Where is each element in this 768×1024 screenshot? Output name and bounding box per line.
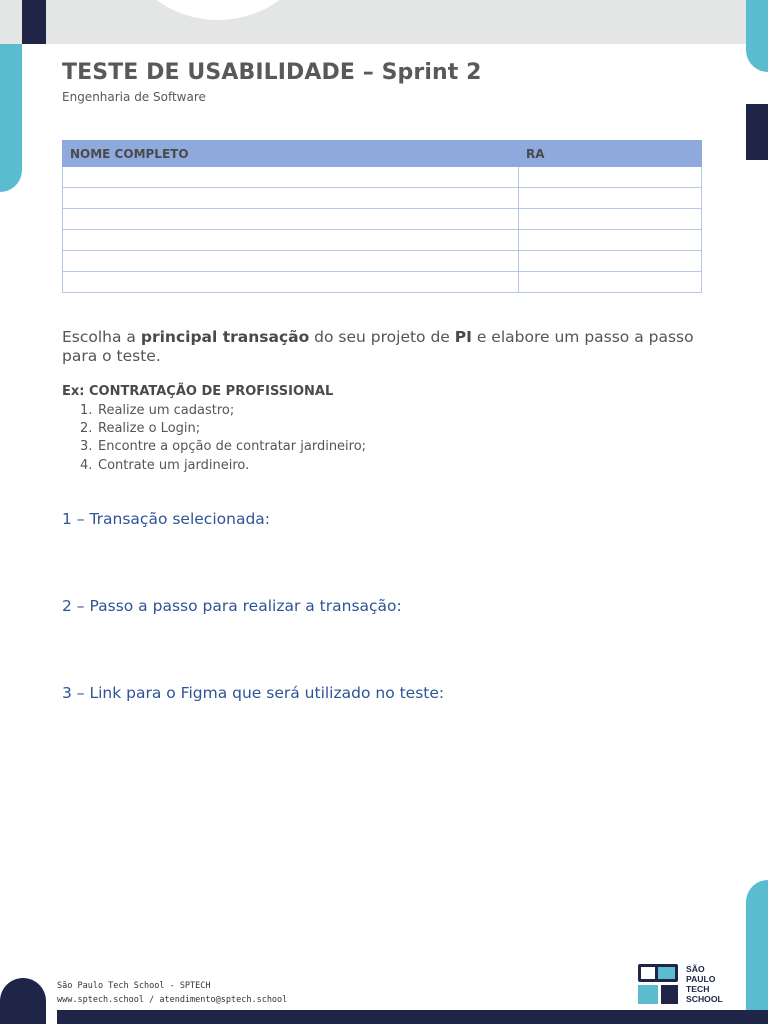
right-navy-tab <box>746 104 768 160</box>
list-item <box>80 420 366 438</box>
step-text: Realize um cadastro; <box>98 403 235 418</box>
footer-contact: www.sptech.school / atendimento@sptech.school <box>57 995 288 1005</box>
ra-cell[interactable] <box>519 209 702 230</box>
step-number: 2. <box>80 421 93 437</box>
ra-cell[interactable] <box>519 230 702 251</box>
student-table <box>62 140 702 293</box>
section-heading-passo-a-passo: 2 – Passo a passo para realizar a transação: <box>62 597 402 615</box>
top-left-navy-bar <box>22 0 46 44</box>
name-cell[interactable] <box>63 167 519 188</box>
step-text: Realize o Login; <box>98 421 201 437</box>
table-header-row <box>63 141 702 167</box>
step-number: 3. <box>80 439 93 455</box>
step-number: 1. <box>80 403 93 418</box>
step-text: Contrate um jardineiro. <box>98 457 250 473</box>
left-teal-arc <box>0 44 22 192</box>
list-item <box>80 438 366 456</box>
instruction-text: Escolha a <box>62 328 141 346</box>
sptech-logo-text <box>686 964 723 1004</box>
footer-school-name: São Paulo Tech School - SPTECH <box>57 981 211 991</box>
instruction-emphasis: principal transação <box>140 328 310 346</box>
logo-line: TECH <box>686 984 710 994</box>
instruction-text: do seu projeto de <box>309 328 455 346</box>
section-heading-transacao: 1 – Transação selecionada: <box>62 510 271 528</box>
column-header-nome: NOME COMPLETO <box>63 141 519 167</box>
header-band <box>0 0 768 44</box>
table-row <box>63 188 702 209</box>
step-text: Encontre a opção de contratar jardineiro; <box>98 439 367 455</box>
instruction-text: e elabore um passo a passo para o teste. <box>62 328 694 365</box>
instruction-paragraph <box>62 328 712 366</box>
section-heading-figma-link: 3 – Link para o Figma que será utilizado no teste: <box>62 684 445 702</box>
table-row <box>63 251 702 272</box>
column-header-ra: RA <box>519 141 702 167</box>
ra-cell[interactable] <box>519 188 702 209</box>
bottom-right-teal-arc <box>746 880 768 1024</box>
table-row <box>63 167 702 188</box>
example-heading: Ex: CONTRATAÇÃO DE PROFISSIONAL <box>62 384 334 399</box>
logo-line: PAULO <box>686 974 716 984</box>
table-row <box>63 272 702 293</box>
logo-line: SÃO <box>686 964 705 974</box>
name-cell[interactable] <box>63 188 519 209</box>
ra-cell[interactable] <box>519 167 702 188</box>
table-row <box>63 230 702 251</box>
document-title: TESTE DE USABILIDADE – Sprint 2 <box>62 60 482 85</box>
ra-cell[interactable] <box>519 251 702 272</box>
ra-cell[interactable] <box>519 272 702 293</box>
step-number: 4. <box>80 457 93 473</box>
example-steps-list <box>80 402 366 475</box>
name-cell[interactable] <box>63 272 519 293</box>
name-cell[interactable] <box>63 230 519 251</box>
bottom-left-navy-arc <box>0 978 46 1024</box>
logo-line: SCHOOL <box>686 994 723 1004</box>
list-item <box>80 402 366 420</box>
list-item <box>80 457 366 475</box>
top-right-teal-arc <box>746 0 768 72</box>
name-cell[interactable] <box>63 251 519 272</box>
instruction-emphasis: PI <box>454 328 472 346</box>
document-subtitle: Engenharia de Software <box>62 90 206 104</box>
name-cell[interactable] <box>63 209 519 230</box>
table-row <box>63 209 702 230</box>
footer-navy-bar <box>57 1010 768 1024</box>
